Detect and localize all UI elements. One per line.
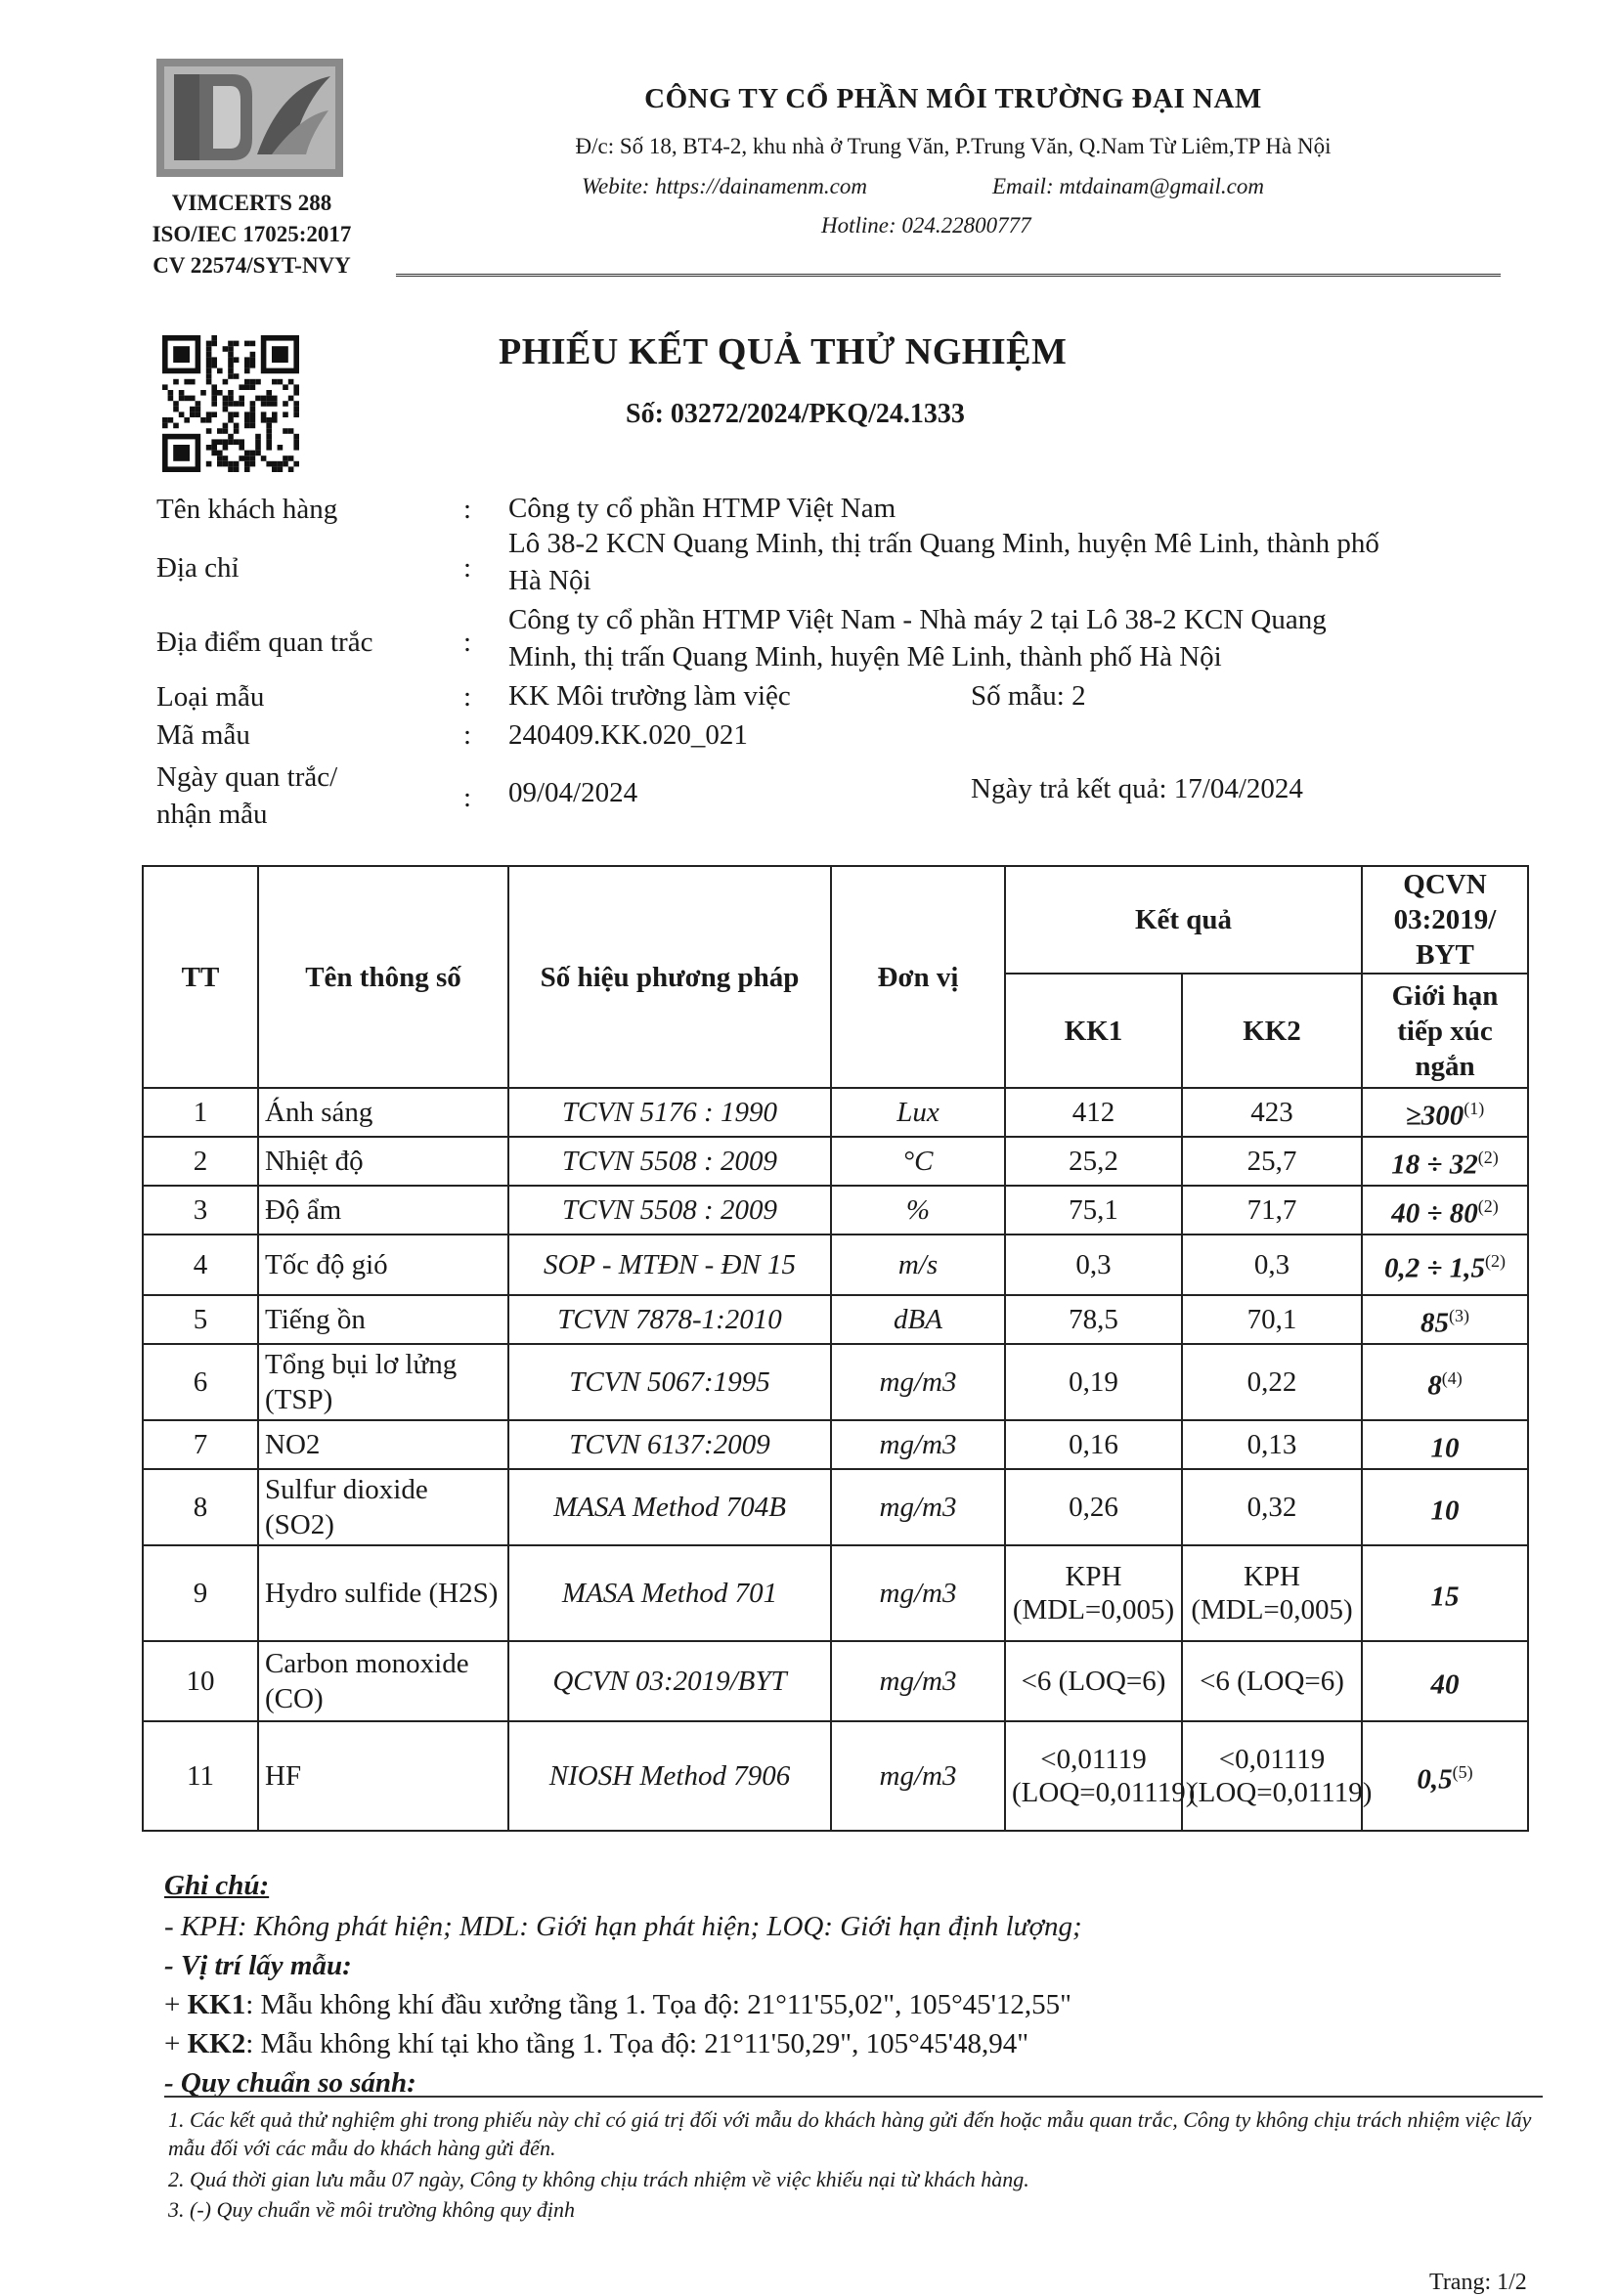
row-tt <box>143 1721 258 1831</box>
location-value <box>508 601 1327 675</box>
row-kk2-text: <0,01119 (LOQ=0,01119) <box>1189 1744 1373 1808</box>
limit-reference: (2) <box>1484 1251 1506 1272</box>
kk2-text: : Mẫu không khí tại kho tầng 1. Tọa độ: 21°11'50,29", 105°45'48,94" <box>245 2028 1029 2059</box>
row-kk1-text: 0,19 <box>1069 1366 1118 1398</box>
location-line: Minh, thị trấn Quang Minh, huyện Mê Linh, thành phố Hà Nội <box>508 641 1222 672</box>
kk1-note: + KK1: Mẫu không khí đầu xưởng tầng 1. Tọa độ: 21°11'55,02", 105°45'12,55" <box>164 1989 1071 2020</box>
row-tt-text: 2 <box>193 1146 208 1177</box>
row-kk2-text: KPH (MDL=0,005) <box>1191 1561 1353 1625</box>
website-label: Webite: <box>582 174 650 198</box>
row-method <box>508 1469 831 1545</box>
row-kk1 <box>1005 1420 1182 1469</box>
table-row <box>143 1344 1528 1420</box>
results-table <box>142 865 1529 1832</box>
table-row <box>143 1641 1528 1721</box>
row-kk2 <box>1182 1088 1362 1137</box>
row-kk1 <box>1005 1235 1182 1295</box>
row-limit-text: 10 <box>1430 1432 1460 1464</box>
header-divider <box>396 274 1501 277</box>
colon: : <box>463 552 472 584</box>
row-tt <box>143 1186 258 1235</box>
row-unit-text: Lux <box>896 1097 940 1128</box>
row-param <box>258 1186 508 1235</box>
table-row <box>143 1235 1528 1295</box>
row-method <box>508 1344 831 1420</box>
table-row <box>143 1721 1528 1831</box>
header-tt: TT <box>143 866 258 1088</box>
row-kk1-text: 412 <box>1071 1097 1115 1128</box>
address-label: Địa chỉ <box>156 552 240 584</box>
abbrev-note: - KPH: Không phát hiện; MDL: Giới hạn phát hiện; LOQ: Giới hạn định lượng; <box>164 1911 1082 1942</box>
row-method <box>508 1420 831 1469</box>
header-unit: Đơn vị <box>831 866 1005 1088</box>
row-limit-text: 15 <box>1430 1581 1460 1613</box>
document-title: PHIẾU KẾT QUẢ THỬ NGHIỆM <box>499 331 1068 372</box>
row-tt-text: 9 <box>193 1578 208 1609</box>
row-method-text: NIOSH Method 7906 <box>548 1760 791 1792</box>
row-kk2 <box>1182 1545 1362 1641</box>
row-kk2 <box>1182 1721 1373 1831</box>
row-unit <box>831 1469 1005 1545</box>
row-method <box>508 1641 831 1721</box>
standard-heading: - Quy chuẩn so sánh: <box>164 2067 416 2099</box>
customer-label: Tên khách hàng <box>156 494 338 525</box>
row-tt <box>143 1641 258 1721</box>
cert-line: ISO/IEC 17025:2017 <box>152 222 352 246</box>
row-param <box>258 1235 508 1295</box>
row-param-text: Tốc độ gió <box>265 1249 388 1280</box>
sample-type-value: KK Môi trường làm việc <box>508 680 791 712</box>
row-kk2-text: 0,13 <box>1246 1429 1297 1460</box>
row-tt-text: 11 <box>187 1760 214 1792</box>
row-unit <box>831 1641 1005 1721</box>
row-unit <box>831 1545 1005 1641</box>
row-method-text: MASA Method 704B <box>553 1492 786 1523</box>
kk2-note: + KK2: Mẫu không khí tại kho tầng 1. Tọa độ: 21°11'50,29", 105°45'48,94" <box>164 2028 1029 2059</box>
row-limit <box>1362 1088 1528 1137</box>
page-number: Trang: 1/2 <box>1429 2270 1527 2295</box>
cert-line: VIMCERTS 288 <box>171 191 332 215</box>
limit-reference: (5) <box>1452 1762 1473 1783</box>
row-unit <box>831 1295 1005 1344</box>
row-method <box>508 1721 831 1831</box>
row-param-text: NO2 <box>265 1429 321 1460</box>
location-label: Địa điểm quan trắc <box>156 627 373 658</box>
row-kk2 <box>1182 1469 1362 1545</box>
row-tt-text: 3 <box>193 1194 208 1226</box>
row-tt-text: 1 <box>193 1097 208 1128</box>
row-tt <box>143 1137 258 1186</box>
header-method: Số hiệu phương pháp <box>508 866 831 1088</box>
row-limit-text: 8 <box>1427 1369 1442 1402</box>
row-limit <box>1362 1420 1528 1469</box>
row-kk2 <box>1182 1137 1362 1186</box>
row-tt <box>143 1088 258 1137</box>
row-unit-text: mg/m3 <box>879 1578 957 1609</box>
limit-reference: (4) <box>1441 1368 1463 1389</box>
return-date: Ngày trả kết quả: 17/04/2024 <box>971 773 1303 804</box>
table-row <box>143 1295 1528 1344</box>
row-param-text: Carbon monoxide (CO) <box>265 1648 469 1714</box>
colon: : <box>463 627 472 658</box>
row-method-text: TCVN 5176 : 1990 <box>562 1097 777 1128</box>
row-limit <box>1362 1186 1528 1235</box>
header-param: Tên thông số <box>258 866 508 1088</box>
row-unit <box>831 1088 1005 1137</box>
row-limit <box>1362 1235 1528 1295</box>
row-kk2-text: 423 <box>1250 1097 1293 1128</box>
dai-nam-logo-icon <box>154 57 345 179</box>
row-method-text: TCVN 5508 : 2009 <box>562 1194 777 1226</box>
row-limit-text: 18 ÷ 32 <box>1391 1148 1478 1181</box>
date-label <box>156 758 337 833</box>
company-name: CÔNG TY CỔ PHẦN MÔI TRƯỜNG ĐẠI NAM <box>644 83 1262 114</box>
document-number: Số: 03272/2024/PKQ/24.1333 <box>626 399 965 429</box>
table-row <box>143 1469 1528 1545</box>
row-param <box>258 1721 508 1831</box>
row-unit-text: mg/m3 <box>879 1366 957 1398</box>
row-unit-text: % <box>905 1194 931 1226</box>
row-limit <box>1362 1641 1528 1721</box>
row-tt <box>143 1344 258 1420</box>
row-kk2-text: <6 (LOQ=6) <box>1200 1666 1344 1697</box>
row-method <box>508 1186 831 1235</box>
website-link[interactable]: https://dainamenm.com <box>655 174 867 198</box>
row-param-text: Tiếng ồn <box>265 1304 366 1335</box>
row-limit <box>1362 1295 1528 1344</box>
header-kk1: KK1 <box>1005 974 1182 1088</box>
row-param-text: HF <box>265 1760 302 1792</box>
row-unit-text: mg/m3 <box>879 1666 957 1697</box>
cert-line: CV 22574/SYT-NVY <box>153 253 351 278</box>
sample-code-value: 240409.KK.020_021 <box>508 719 748 751</box>
kk1-text: : Mẫu không khí đầu xưởng tầng 1. Tọa độ: 21°11'55,02", 105°45'12,55" <box>245 1989 1071 2020</box>
row-kk2 <box>1182 1641 1362 1721</box>
row-kk1 <box>1005 1295 1182 1344</box>
date-value: 09/04/2024 <box>508 777 638 808</box>
row-limit-text: 0,5 <box>1417 1763 1453 1796</box>
row-kk1 <box>1005 1721 1196 1831</box>
row-param-text: Ánh sáng <box>265 1097 373 1128</box>
row-unit-text: °C <box>902 1146 934 1177</box>
row-method-text: TCVN 5067:1995 <box>569 1366 770 1398</box>
limit-reference: (2) <box>1477 1196 1499 1217</box>
sample-code-label: Mã mẫu <box>156 719 250 751</box>
sample-type-label: Loại mẫu <box>156 681 265 713</box>
row-param <box>258 1545 508 1641</box>
row-kk1 <box>1005 1545 1182 1641</box>
row-method <box>508 1088 831 1137</box>
row-tt <box>143 1295 258 1344</box>
row-param-text: Sulfur dioxide (SO2) <box>265 1474 428 1540</box>
row-tt <box>143 1469 258 1545</box>
row-method-text: MASA Method 701 <box>561 1578 778 1609</box>
row-method <box>508 1137 831 1186</box>
row-tt <box>143 1545 258 1641</box>
row-limit-text: 85 <box>1420 1307 1449 1339</box>
location-line: Công ty cổ phần HTMP Việt Nam - Nhà máy 2 tại Lô 38-2 KCN Quang <box>508 604 1327 635</box>
table-row <box>143 1137 1528 1186</box>
row-method-text: TCVN 5508 : 2009 <box>562 1146 777 1177</box>
address-value <box>508 525 1379 599</box>
footnote-3: 3. (-) Quy chuẩn về môi trường không quy định <box>168 2197 575 2222</box>
date-label-line: nhận mẫu <box>156 799 268 830</box>
row-tt <box>143 1235 258 1295</box>
row-limit-text: 40 ÷ 80 <box>1391 1197 1478 1230</box>
location-heading: - Vị trí lấy mẫu: <box>164 1950 352 1981</box>
date-label-line: Ngày quan trắc/ <box>156 761 338 793</box>
row-kk1-text: KPH (MDL=0,005) <box>1012 1561 1175 1625</box>
header-result: Kết quả <box>1005 866 1362 974</box>
contact-line <box>582 174 1264 199</box>
customer-value: Công ty cổ phần HTMP Việt Nam <box>508 493 896 524</box>
row-method-text: TCVN 7878-1:2010 <box>557 1304 782 1335</box>
limit-reference: (3) <box>1449 1306 1469 1326</box>
row-method <box>508 1545 831 1641</box>
row-unit <box>831 1721 1005 1831</box>
row-param <box>258 1641 508 1721</box>
row-param-text: Nhiệt độ <box>265 1146 364 1177</box>
table-row <box>143 1088 1528 1137</box>
row-kk1 <box>1005 1088 1182 1137</box>
row-param <box>258 1137 508 1186</box>
row-kk2 <box>1182 1186 1362 1235</box>
row-unit <box>831 1420 1005 1469</box>
row-limit <box>1362 1721 1528 1831</box>
sample-count: Số mẫu: 2 <box>971 680 1086 712</box>
kk2-label: KK2 <box>187 2028 246 2059</box>
row-kk1-text: 75,1 <box>1069 1194 1118 1226</box>
row-limit-text: 0,2 ÷ 1,5 <box>1384 1252 1485 1284</box>
hotline <box>821 213 1031 238</box>
row-tt <box>143 1420 258 1469</box>
colon: : <box>463 782 472 813</box>
row-kk2 <box>1182 1344 1362 1420</box>
row-kk1 <box>1005 1344 1182 1420</box>
row-kk2-text: 0,3 <box>1253 1249 1290 1280</box>
row-kk2 <box>1182 1295 1362 1344</box>
table-row <box>143 1545 1528 1641</box>
address-line: Hà Nội <box>508 565 591 596</box>
row-limit <box>1362 1469 1528 1545</box>
row-limit-text: 10 <box>1430 1495 1460 1527</box>
row-kk2-text: 0,32 <box>1246 1492 1297 1523</box>
row-method <box>508 1295 831 1344</box>
row-tt-text: 6 <box>193 1366 208 1398</box>
row-param-text: Độ ẩm <box>265 1194 342 1226</box>
colon: : <box>463 719 472 751</box>
kk1-label: KK1 <box>187 1989 246 2020</box>
row-kk1-text: <0,01119 (LOQ=0,01119) <box>1012 1744 1196 1808</box>
header-standard: QCVN 03:2019/ BYT <box>1362 866 1528 974</box>
row-param <box>258 1344 508 1420</box>
email-group <box>992 174 1264 199</box>
row-limit <box>1362 1137 1528 1186</box>
row-kk1-text: 25,2 <box>1069 1146 1118 1177</box>
row-unit-text: mg/m3 <box>879 1760 957 1792</box>
row-tt-text: 5 <box>193 1304 208 1335</box>
row-kk1 <box>1005 1186 1182 1235</box>
row-param-text: Tổng bụi lơ lửng (TSP) <box>265 1349 458 1415</box>
notes-heading-text: Ghi chú: <box>164 1870 270 1901</box>
row-kk2-text: 70,1 <box>1246 1304 1297 1335</box>
row-kk2-text: 0,22 <box>1246 1366 1297 1398</box>
row-kk1-text: 0,26 <box>1069 1492 1118 1523</box>
row-tt-text: 8 <box>193 1492 208 1523</box>
row-unit <box>831 1235 1005 1295</box>
row-limit-text: 40 <box>1430 1668 1460 1701</box>
row-param <box>258 1088 508 1137</box>
row-tt-text: 4 <box>193 1249 208 1280</box>
row-kk1-text: 0,16 <box>1069 1429 1118 1460</box>
row-kk2-text: 71,7 <box>1246 1194 1297 1226</box>
email-label: Email: <box>992 174 1054 198</box>
row-unit-text: mg/m3 <box>879 1429 957 1460</box>
row-unit <box>831 1344 1005 1420</box>
row-unit-text: m/s <box>897 1249 939 1280</box>
colon: : <box>463 494 472 525</box>
row-method-text: QCVN 03:2019/BYT <box>552 1666 787 1697</box>
certifications <box>122 188 381 282</box>
row-tt-text: 7 <box>193 1429 208 1460</box>
row-method-text: SOP - MTĐN - ĐN 15 <box>543 1249 797 1280</box>
row-limit <box>1362 1344 1528 1420</box>
header-kk2: KK2 <box>1182 974 1362 1088</box>
notes-heading <box>164 1870 269 1902</box>
row-kk1 <box>1005 1641 1182 1721</box>
row-unit-text: mg/m3 <box>879 1492 957 1523</box>
hotline-label: Hotline: <box>821 213 896 238</box>
header-limit: Giới hạn tiếp xúc ngắn <box>1362 974 1528 1088</box>
row-kk1 <box>1005 1137 1182 1186</box>
row-kk2 <box>1182 1235 1362 1295</box>
footnote-1: 1. Các kết quả thử nghiệm ghi trong phiếu này chỉ có giá trị đối với mẫu do khách hàng gửi đến hoặc mẫu quan trắc, Công ty không chịu trách nhiệm việc lấy mẫu đối với các mẫu do khách hàng gửi đến. <box>168 2107 1532 2160</box>
row-kk1-text: 0,3 <box>1075 1249 1112 1280</box>
row-param <box>258 1295 508 1344</box>
row-kk1 <box>1005 1469 1182 1545</box>
row-kk2-text: 25,7 <box>1246 1146 1297 1177</box>
row-limit-text: ≥300 <box>1405 1100 1464 1132</box>
limit-reference: (2) <box>1477 1148 1499 1168</box>
row-kk1-text: 78,5 <box>1069 1304 1118 1335</box>
table-row <box>143 1420 1528 1469</box>
row-unit-text: dBA <box>894 1304 942 1335</box>
hotline-number: 024.22800777 <box>901 213 1031 238</box>
row-limit <box>1362 1545 1528 1641</box>
table-row <box>143 1186 1528 1235</box>
row-tt-text: 10 <box>186 1666 215 1697</box>
footnote-divider <box>164 2096 1543 2098</box>
company-address: Đ/c: Số 18, BT4-2, khu nhà ở Trung Văn, P.Trung Văn, Q.Nam Từ Liêm,TP Hà Nội <box>575 134 1332 158</box>
footnote-2: 2. Quá thời gian lưu mẫu 07 ngày, Công ty không chịu trách nhiệm về việc khiếu nại từ khách hàng. <box>168 2167 1029 2191</box>
row-kk1-text: <6 (LOQ=6) <box>1021 1666 1166 1697</box>
colon: : <box>463 681 472 713</box>
email-link[interactable]: mtdainam@gmail.com <box>1059 174 1264 198</box>
row-method-text: TCVN 6137:2009 <box>569 1429 770 1460</box>
row-param <box>258 1469 508 1545</box>
row-kk2 <box>1182 1420 1362 1469</box>
limit-reference: (1) <box>1464 1099 1485 1119</box>
row-unit <box>831 1137 1005 1186</box>
row-param-text: Hydro sulfide (H2S) <box>265 1578 499 1609</box>
row-method <box>508 1235 831 1295</box>
row-unit <box>831 1186 1005 1235</box>
address-line: Lô 38-2 KCN Quang Minh, thị trấn Quang Minh, huyện Mê Linh, thành phố <box>508 528 1379 559</box>
row-param <box>258 1420 508 1469</box>
qr-code-icon <box>162 335 299 472</box>
